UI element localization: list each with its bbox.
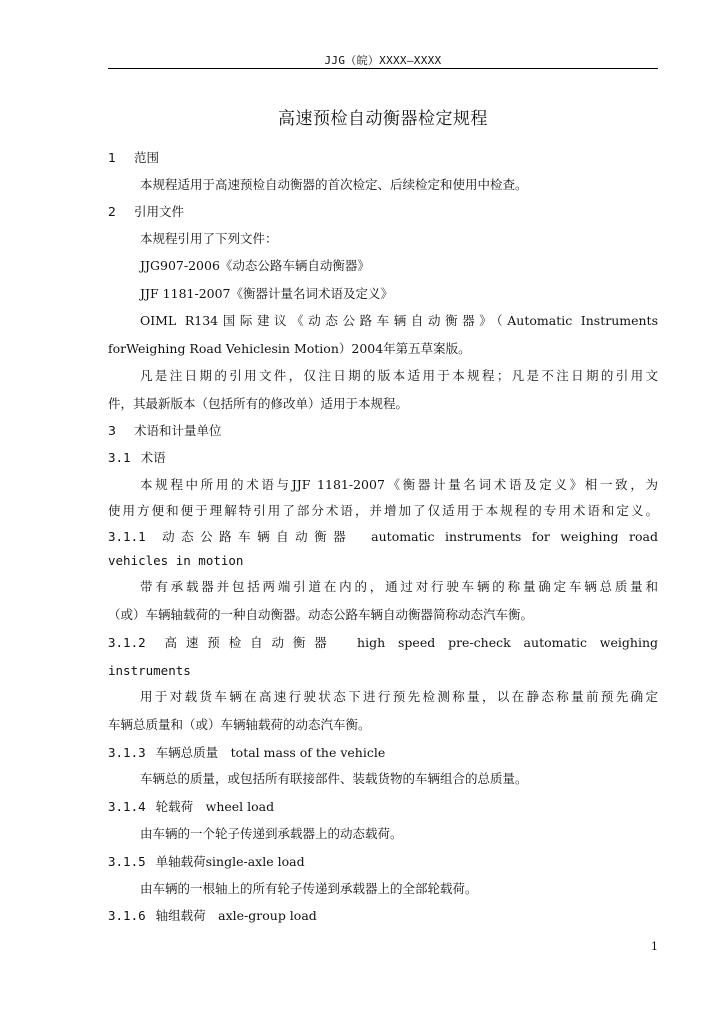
term-3-1-1-number: 3.1.1	[108, 529, 146, 544]
term-3-1-3-heading	[108, 744, 658, 762]
term-3-1-1-definition-line2: （或）车辆轴载荷的一种自动衡器。动态公路车辆自动衡器简称动态汽车衡。	[108, 607, 534, 622]
page-number: 1	[651, 940, 658, 953]
term-3-1-5-definition: 由车辆的一根轴上的所有轮子传递到承载器上的全部轮载荷。	[140, 881, 478, 896]
term-3-1-2-line1	[108, 634, 658, 652]
term-3-1-6-name: 轴组载荷 axle-group load	[155, 908, 317, 923]
term-3-1-6-number: 3.1.6	[108, 908, 146, 923]
term-3-1-6-heading	[108, 907, 658, 925]
section-2-title: 引用文件	[134, 204, 185, 219]
term-3-1-2-definition-line1: 用于对载货车辆在高速行驶状态下进行预先检测称量，以在静态称量前预先确定	[140, 689, 658, 704]
term-3-1-4-number: 3.1.4	[108, 799, 146, 814]
section-1-text: 本规程适用于高速预检自动衡器的首次检定、后续检定和使用中检查。	[140, 177, 528, 192]
term-3-1-3-name: 车辆总质量 total mass of the vehicle	[155, 745, 386, 760]
term-3-1-2-definition-line2: 车辆总质量和（或）车辆轴载荷的动态汽车衡。	[108, 717, 371, 732]
section-1-number: 1	[108, 150, 116, 165]
section-3-number: 3	[108, 423, 116, 438]
reference-jjg907: JJG907-2006《动态公路车辆自动衡器》	[140, 258, 370, 273]
term-3-1-1-line2: vehicles in motion	[108, 553, 244, 568]
reference-oiml-r134-line2: forWeighing Road Vehiclesin Motion）2004年第五草案版。	[108, 341, 471, 356]
section-3-title: 术语和计量单位	[134, 423, 222, 438]
section-1-title: 范围	[134, 150, 160, 165]
term-3-1-5-name: 单轴载荷single-axle load	[155, 854, 305, 869]
term-3-1-4-definition: 由车辆的一个轮子传递到承载器上的动态载荷。	[140, 826, 403, 841]
section-1-heading	[108, 149, 658, 167]
section-3-1-text-line2: 使用方便和便于理解特引用了部分术语，并增加了仅适用于本规程的专用术语和定义。	[108, 503, 658, 518]
document-title: 高速预检自动衡器检定规程	[278, 109, 488, 129]
section-2-number: 2	[108, 204, 116, 219]
section-3-1-text-line1: 本规程中所用的术语与JJF 1181-2007《衡器计量名词术语及定义》相一致，为	[140, 477, 658, 492]
term-3-1-3-number: 3.1.3	[108, 745, 146, 760]
term-3-1-2-number: 3.1.2	[108, 635, 146, 650]
section-3-1-title: 术语	[140, 450, 166, 465]
term-3-1-3-definition: 车辆总的质量，或包括所有联接部件、装载货物的车辆组合的总质量。	[140, 771, 528, 786]
reference-note-line2: 件，其最新版本（包括所有的修改单）适用于本规程。	[108, 396, 409, 411]
section-2-intro: 本规程引用了下列文件：	[140, 231, 278, 246]
document-header-code: JJG（皖）XXXX—XXXX	[324, 54, 442, 67]
reference-note-line1: 凡是注日期的引用文件，仅注日期的版本适用于本规程；凡是不注日期的引用文	[140, 368, 658, 383]
term-3-1-1-line1	[108, 528, 658, 546]
term-3-1-2-name: 高速预检自动衡器 high speed pre-check automatic weighing	[155, 635, 658, 650]
term-3-1-4-heading	[108, 798, 658, 816]
term-3-1-5-heading	[108, 853, 658, 871]
reference-jjf1181: JJF 1181-2007《衡器计量名词术语及定义》	[140, 286, 394, 301]
reference-oiml-r134-line1: OIML R134国际建议《动态公路车辆自动衡器》（Automatic Instruments	[140, 313, 658, 328]
section-3-1-number: 3.1	[108, 450, 131, 465]
header-rule	[108, 68, 658, 69]
term-3-1-1-definition-line1: 带有承载器并包括两端引道在内的，通过对行驶车辆的称量确定车辆总质量和	[140, 579, 658, 594]
section-3-heading	[108, 422, 658, 440]
term-3-1-1-name: 动态公路车辆自动衡器 automatic instruments for weighing road	[155, 529, 658, 544]
term-3-1-5-number: 3.1.5	[108, 854, 146, 869]
section-2-heading	[108, 203, 658, 221]
term-3-1-2-line2: instruments	[108, 663, 191, 678]
section-3-1-heading	[108, 449, 658, 467]
term-3-1-4-name: 轮载荷 wheel load	[155, 799, 275, 814]
